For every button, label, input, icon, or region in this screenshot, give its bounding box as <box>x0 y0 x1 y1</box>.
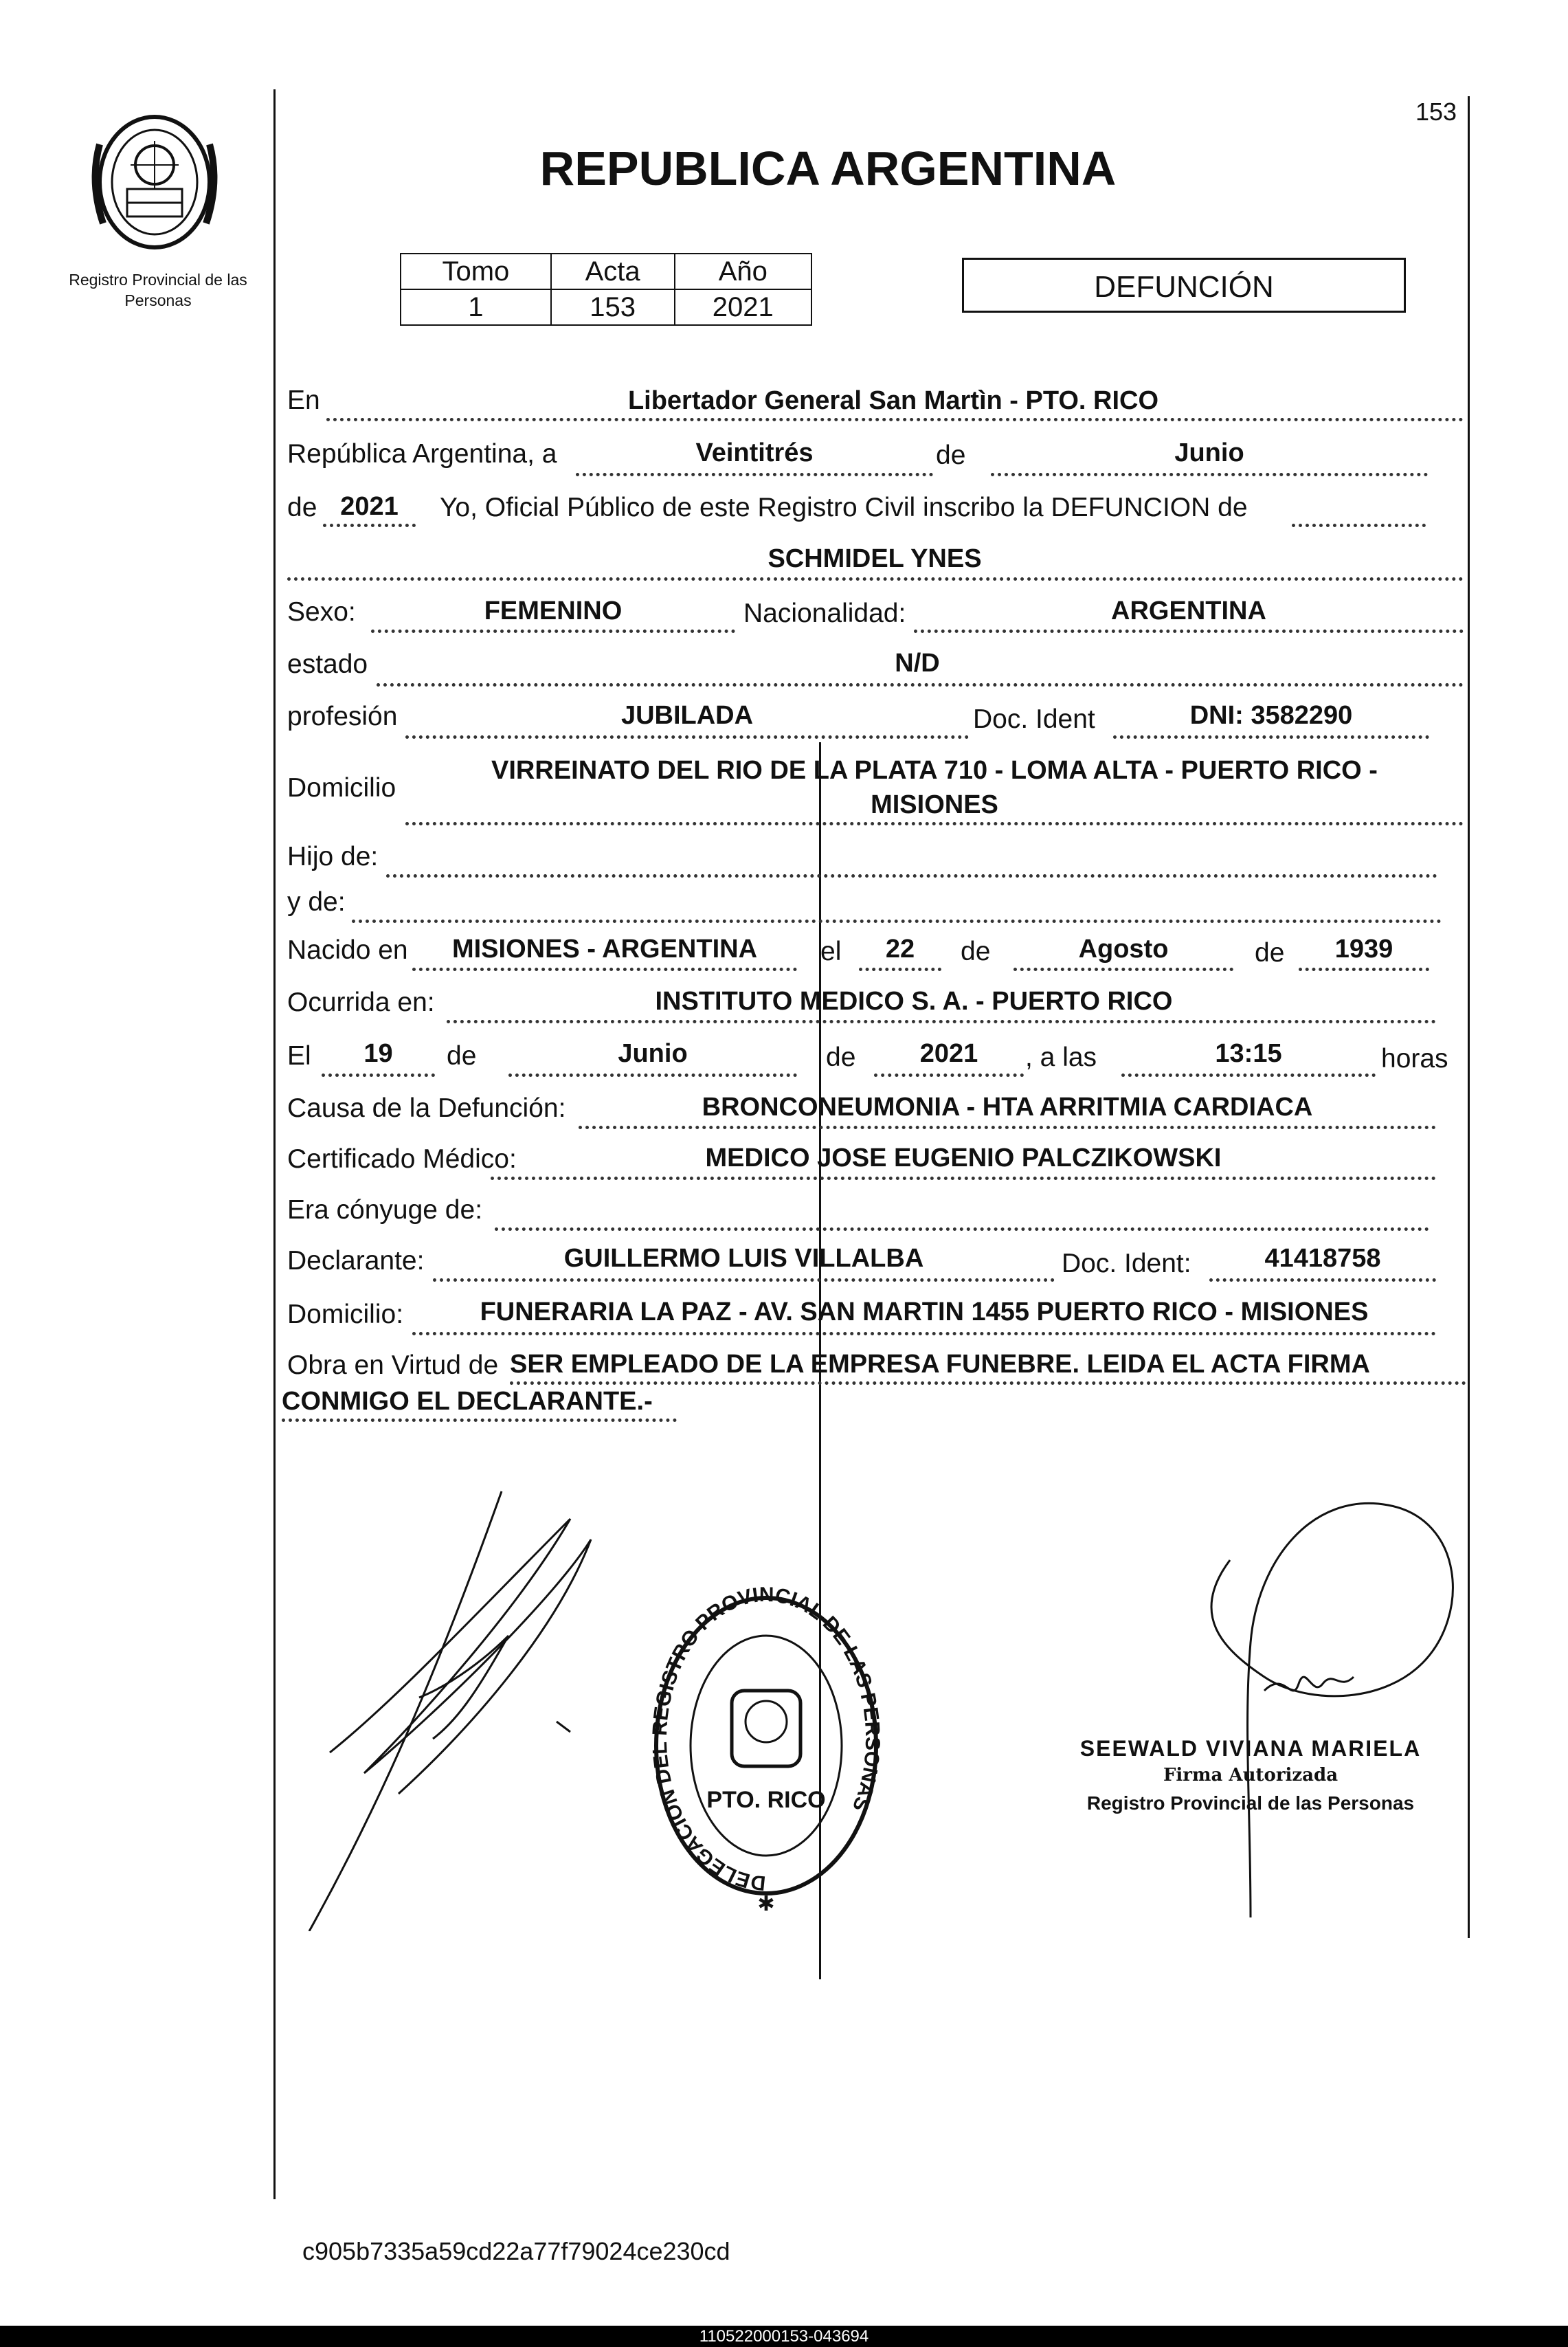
de2-label: de <box>287 493 317 522</box>
death-month-line <box>508 1074 797 1077</box>
footer-code: 110522000153-043694 <box>699 2327 869 2346</box>
ocurrida-value: INSTITUTO MEDICO S. A. - PUERTO RICO <box>655 987 1173 1016</box>
year-line <box>323 524 416 527</box>
de6-label: de <box>826 1043 856 1072</box>
official-stamp <box>646 1581 886 1924</box>
hijo-label: Hijo de: <box>287 842 379 871</box>
domicilio-line1: VIRREINATO DEL RIO DE LA PLATA 710 - LOMA ALTA - PUERTO RICO - <box>491 756 1378 785</box>
doc2-value: 41418758 <box>1264 1244 1381 1273</box>
nacionalidad-line <box>914 630 1464 633</box>
month-text: Junio <box>1174 438 1244 467</box>
acta-value: 153 <box>551 289 675 325</box>
official-name: SEEWALD VIVIANA MARIELA <box>1079 1736 1422 1761</box>
causa-value: BRONCONEUMONIA - HTA ARRITMIA CARDIACA <box>702 1093 1313 1122</box>
death-time: 13:15 <box>1215 1039 1282 1068</box>
misiones-seal-logo <box>76 103 234 261</box>
ocurrida-line <box>447 1020 1436 1023</box>
nacido-label: Nacido en <box>287 935 408 965</box>
de5-label: de <box>447 1041 477 1071</box>
stamp-location: PTO. RICO <box>706 1787 826 1813</box>
birth-year-line <box>1299 968 1429 971</box>
svg-text:DELEGACION DEL REGISTRO PROVIN <box>649 1583 884 1894</box>
nacido-value: MISIONES - ARGENTINA <box>451 935 758 964</box>
tomo-header: Tomo <box>401 254 551 289</box>
doc2-label: Doc. Ident: <box>1062 1249 1191 1278</box>
record-type-box: DEFUNCIÓN <box>962 258 1406 313</box>
birth-year: 1939 <box>1334 935 1393 964</box>
horas-label: horas <box>1381 1044 1448 1074</box>
ocurrida-label: Ocurrida en: <box>287 988 435 1017</box>
estado-label: estado <box>287 649 368 679</box>
anio-value: 2021 <box>675 289 811 325</box>
certificado-label: Certificado Médico: <box>287 1144 517 1174</box>
death-day-line <box>322 1074 435 1077</box>
death-year-line <box>874 1074 1024 1077</box>
declarant-signature <box>295 1478 694 1931</box>
acta-header: Acta <box>551 254 675 289</box>
nacionalidad-label: Nacionalidad: <box>743 599 906 628</box>
registry-name: Registro Provincial de las Personas <box>69 271 247 309</box>
day-line <box>576 473 933 476</box>
year-value: 2021 <box>340 492 399 521</box>
domicilio2-label: Domicilio: <box>287 1300 404 1329</box>
republica-label: República Argentina, a <box>287 439 557 469</box>
en-line <box>326 418 1464 421</box>
doc-value: DNI: 3582290 <box>1189 701 1353 730</box>
de-label: de <box>936 441 966 470</box>
death-month: Junio <box>618 1039 688 1068</box>
sexo-label: Sexo: <box>287 597 356 627</box>
sexo-line <box>371 630 735 633</box>
el-label: el <box>820 937 842 966</box>
declarante-value: GUILLERMO LUIS VILLALBA <box>563 1244 924 1273</box>
declarante-label: Declarante: <box>287 1246 425 1276</box>
inscribe-text: Yo, Oficial Público de este Registro Civil inscribo la DEFUNCION de <box>440 493 1248 522</box>
official-role: Firma Autorizada <box>1163 1765 1339 1786</box>
record-id-table <box>400 253 812 326</box>
conyuge-label: Era cónyuge de: <box>287 1195 483 1225</box>
hijo-line <box>386 874 1437 878</box>
tomo-value: 1 <box>401 289 551 325</box>
official-signature <box>1127 1478 1484 1917</box>
obra-line1: SER EMPLEADO DE LA EMPRESA FUNEBRE. LEIDA EL ACTA FIRMA <box>510 1350 1370 1379</box>
official-registry: Registro Provincial de las Personas <box>1086 1792 1415 1814</box>
stamp-text: DELEGACION DEL REGISTRO PROVINCIAL DE LAS PERSONAS <box>648 1583 884 1895</box>
month-line <box>991 473 1428 476</box>
profesion-value: JUBILADA <box>620 701 754 730</box>
estado-line <box>377 683 1464 687</box>
el2-label: El <box>287 1041 311 1071</box>
en-label: En <box>287 386 320 415</box>
en-value: Libertador General San Martìn - PTO. RICO <box>627 386 1159 415</box>
left-border-line <box>273 89 276 2199</box>
causa-label: Causa de la Defunción: <box>287 1093 566 1123</box>
birth-day-line <box>859 968 941 971</box>
certificado-line <box>491 1177 1436 1180</box>
domicilio2-line <box>412 1332 1436 1335</box>
page-number: 153 <box>1415 98 1457 126</box>
yde-label: y de: <box>287 887 346 917</box>
birth-day: 22 <box>885 935 915 964</box>
domicilio-label: Domicilio <box>287 773 396 803</box>
doc2-line <box>1209 1278 1436 1282</box>
domicilio-line <box>405 822 1464 825</box>
sexo-value: FEMENINO <box>484 597 623 625</box>
obra-line2-underline <box>282 1419 677 1422</box>
obra-line2: CONMIGO EL DECLARANTE.- <box>282 1387 653 1416</box>
page-title: REPUBLICA ARGENTINA <box>539 142 1117 195</box>
profesion-label: profesión <box>287 702 398 731</box>
de4-label: de <box>1255 938 1285 968</box>
nacionalidad-value: ARGENTINA <box>1111 597 1266 625</box>
death-time-line <box>1121 1074 1376 1077</box>
yde-line <box>352 920 1442 923</box>
footer-bar <box>0 2326 1568 2347</box>
alas-label: , a las <box>1025 1043 1097 1072</box>
obra-label: Obra en Virtud de <box>287 1350 499 1380</box>
deceased-name: SCHMIDEL YNES <box>768 544 982 573</box>
domicilio2-value: FUNERARIA LA PAZ - AV. SAN MARTIN 1455 PUERTO RICO - MISIONES <box>480 1298 1369 1326</box>
de3-label: de <box>961 937 991 966</box>
day-text: Veintitrés <box>695 438 814 467</box>
death-year: 2021 <box>919 1039 978 1068</box>
obra-line1-underline <box>510 1381 1466 1385</box>
birth-month: Agosto <box>1078 935 1169 964</box>
doc-line <box>1113 735 1429 739</box>
deceased-name-line <box>287 577 1464 581</box>
anio-header: Año <box>675 254 811 289</box>
svg-text:✱: ✱ <box>757 1892 775 1916</box>
profesion-line <box>405 735 969 739</box>
conyuge-line <box>495 1227 1429 1231</box>
nacido-line <box>412 968 797 971</box>
estado-value: N/D <box>895 649 940 678</box>
certificado-value: MEDICO JOSE EUGENIO PALCZIKOWSKI <box>705 1144 1222 1172</box>
inscribe-line <box>1292 524 1426 527</box>
declarante-line <box>433 1278 1055 1282</box>
birth-month-line <box>1013 968 1233 971</box>
domicilio-line2: MISIONES <box>871 790 998 819</box>
document-hash: c905b7335a59cd22a77f79024ce230cd <box>302 2237 730 2265</box>
causa-line <box>579 1126 1436 1129</box>
death-day: 19 <box>363 1039 393 1068</box>
doc-label: Doc. Ident <box>973 704 1095 734</box>
